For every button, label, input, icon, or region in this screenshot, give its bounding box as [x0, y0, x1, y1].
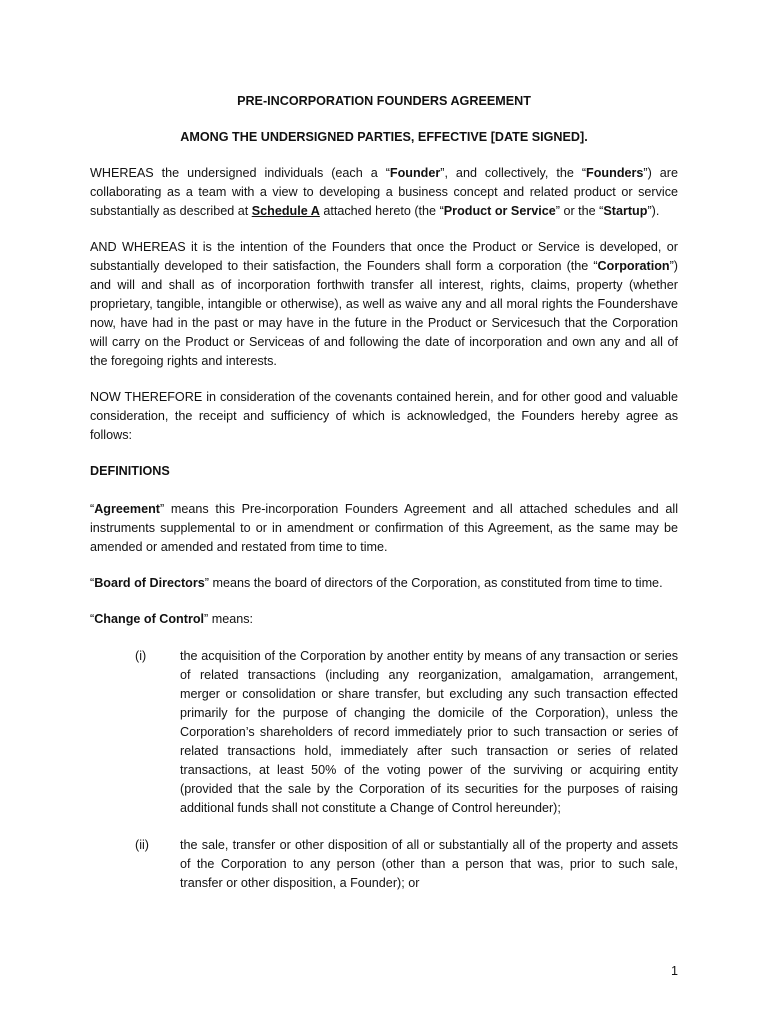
- term-founders: Founders: [586, 166, 644, 180]
- definition-agreement: “Agreement” means this Pre-incorporation Founders Agreement and all attached schedules and all instruments supplemental to or in amendment or confirmation of this Agreement, as the same may be amended or amended and restated from time to time.: [90, 502, 678, 554]
- document-subtitle: AMONG THE UNDERSIGNED PARTIES, EFFECTIVE [DATE SIGNED].: [180, 130, 588, 144]
- whereas-paragraph-2: AND WHEREAS it is the intention of the Founders that once the Product or Service is developed, or substantially developed to their satisfaction, the Founders shall form a corporation (the “Corporation”) and will and shall as of incorporation forthwith transfer all interest, rights, claims, property (whether proprietary, tangible, intangible or otherwise), as well as waive any and all moral rights the Foundershave now, have had in the past or may have in the future in the Product or Servicesuch that the Corporation will carry on the Product or Serviceas of and following the date of incorporation and own any and all of the foregoing rights and interests.: [90, 240, 678, 368]
- list-item-text: the acquisition of the Corporation by another entity by means of any transaction or series of related transactions (including any reorganization, amalgamation, arrangement, merger or consolidation or share transfer, but excluding any such transaction effected primarily for the purpose of changing the domicile of the Corporation), unless the Corporation’s shareholders of record immediately prior to such transaction or series of related transactions hold, immediately after such transaction or series of related transactions, at least 50% of the voting power of the surviving or acquiring entity (provided that the sale by the Corporation of its securities for the purposes of raising additional funds shall not constitute a Change of Control hereunder);: [180, 649, 678, 815]
- list-item-text: the sale, transfer or other disposition of all or substantially all of the property and assets of the Corporation to any person (other than a person that was, prior to such sale, transfer or other disposition, a Founder); or: [180, 838, 678, 890]
- definition-change-of-control: “Change of Control” means:: [90, 612, 254, 626]
- definitions-heading: DEFINITIONS: [90, 464, 170, 478]
- term-startup: Startup: [603, 204, 648, 218]
- term-board-of-directors: Board of Directors: [94, 576, 205, 590]
- term-product-or-service: Product or Service: [443, 204, 556, 218]
- definition-board-of-directors: “Board of Directors” means the board of directors of the Corporation, as constituted from time to time.: [90, 576, 663, 590]
- page-number: 1: [670, 964, 678, 978]
- term-founder: Founder: [389, 166, 441, 180]
- list-item: [90, 647, 678, 818]
- now-therefore-paragraph: NOW THEREFORE in consideration of the covenants contained herein, and for other good and valuable consideration, the receipt and sufficiency of which is acknowledged, the Founders hereby agree as follows:: [90, 390, 678, 442]
- document-page: [90, 92, 678, 911]
- term-corporation: Corporation: [597, 259, 670, 273]
- term-change-of-control: Change of Control: [94, 612, 205, 626]
- whereas-paragraph-1: WHEREAS the undersigned individuals (each a “Founder”, and collectively, the “Founders”) are collaborating as a team with a view to developing a business concept and related product or service substantially as described at Schedule A attached hereto (the “Product or Service” or the “Startup”).: [90, 166, 678, 218]
- list-item-number: (i): [135, 649, 147, 663]
- document-title: PRE-INCORPORATION FOUNDERS AGREEMENT: [237, 94, 531, 108]
- list-item: [90, 836, 678, 893]
- term-agreement: Agreement: [94, 502, 160, 516]
- schedule-a-reference: Schedule A: [251, 204, 320, 218]
- list-item-number: (ii): [135, 838, 149, 852]
